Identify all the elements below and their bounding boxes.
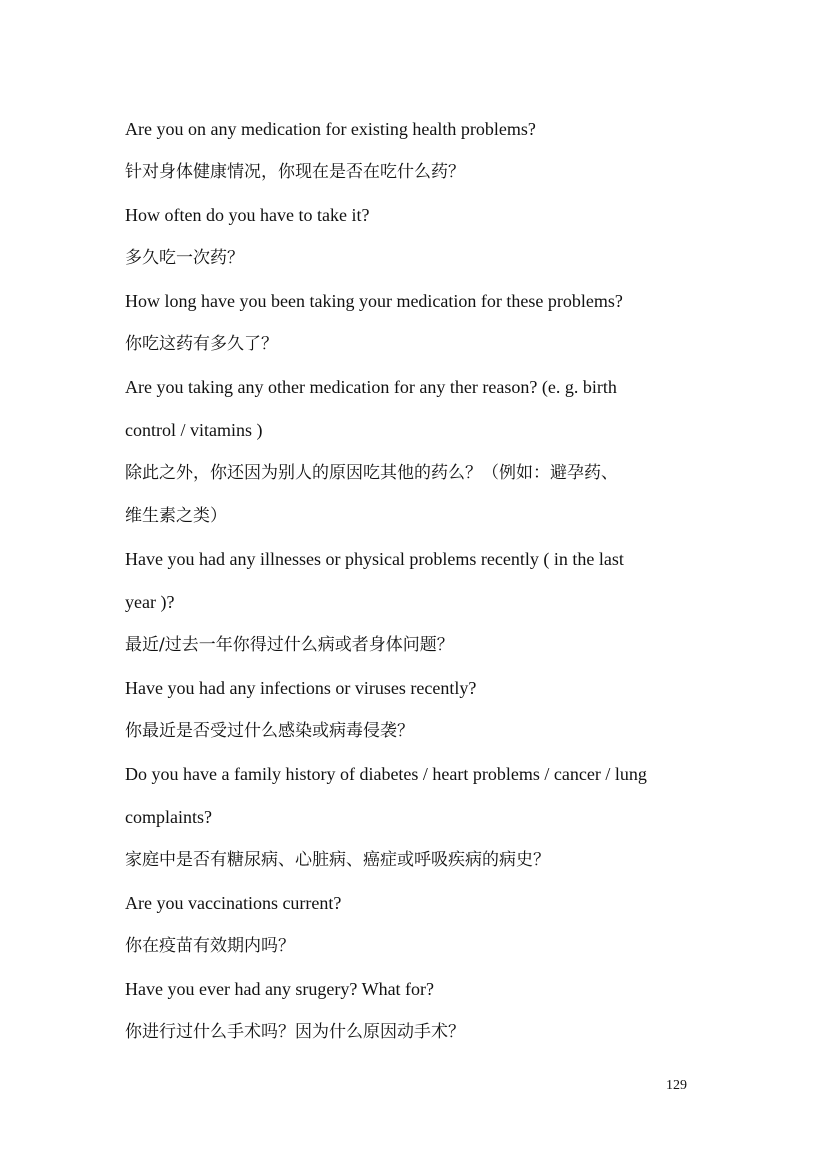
text-line-en: How long have you been taking your medication for these problems? (125, 291, 623, 311)
text-line-en: control / vitamins ) (125, 420, 263, 440)
text-line-zh: 家庭中是否有糖尿病、心脏病、癌症或呼吸疾病的病史？ (125, 850, 550, 870)
text-line-en: Are you vaccinations current? (125, 893, 342, 913)
text-line-en: year )? (125, 592, 175, 612)
text-line-zh: 多久吃一次药？ (125, 248, 244, 268)
page-content (125, 108, 705, 1054)
text-line-en: Have you had any infections or viruses recently? (125, 678, 477, 698)
text-line-zh: 你进行过什么手术吗？因为什么原因动手术？ (125, 1022, 465, 1042)
text-line-en: Have you had any illnesses or physical problems recently ( in the last (125, 549, 624, 569)
text-line-zh: 维生素之类） (125, 506, 227, 526)
text-line-en: Are you taking any other medication for any ther reason? (e. g. birth (125, 377, 617, 397)
text-line-en: Are you on any medication for existing health problems? (125, 119, 536, 139)
text-line-zh: 你最近是否受过什么感染或病毒侵袭？ (125, 721, 414, 741)
text-line-zh: 你吃这药有多久了？ (125, 334, 278, 354)
text-line-zh: 针对身体健康情况，你现在是否在吃什么药？ (125, 162, 465, 182)
text-line-en: Do you have a family history of diabetes / heart problems / cancer / lung (125, 764, 647, 784)
text-line-en: How often do you have to take it? (125, 205, 370, 225)
page-number: 129 (666, 1078, 687, 1093)
text-line-zh: 最近/过去一年你得过什么病或者身体问题？ (125, 635, 454, 655)
text-line-en: Have you ever had any srugery? What for? (125, 979, 435, 999)
text-line-en: complaints? (125, 807, 212, 827)
text-line-zh: 你在疫苗有效期内吗？ (125, 936, 295, 956)
text-line-zh: 除此之外，你还因为别人的原因吃其他的药么？（例如：避孕药、 (125, 463, 618, 483)
